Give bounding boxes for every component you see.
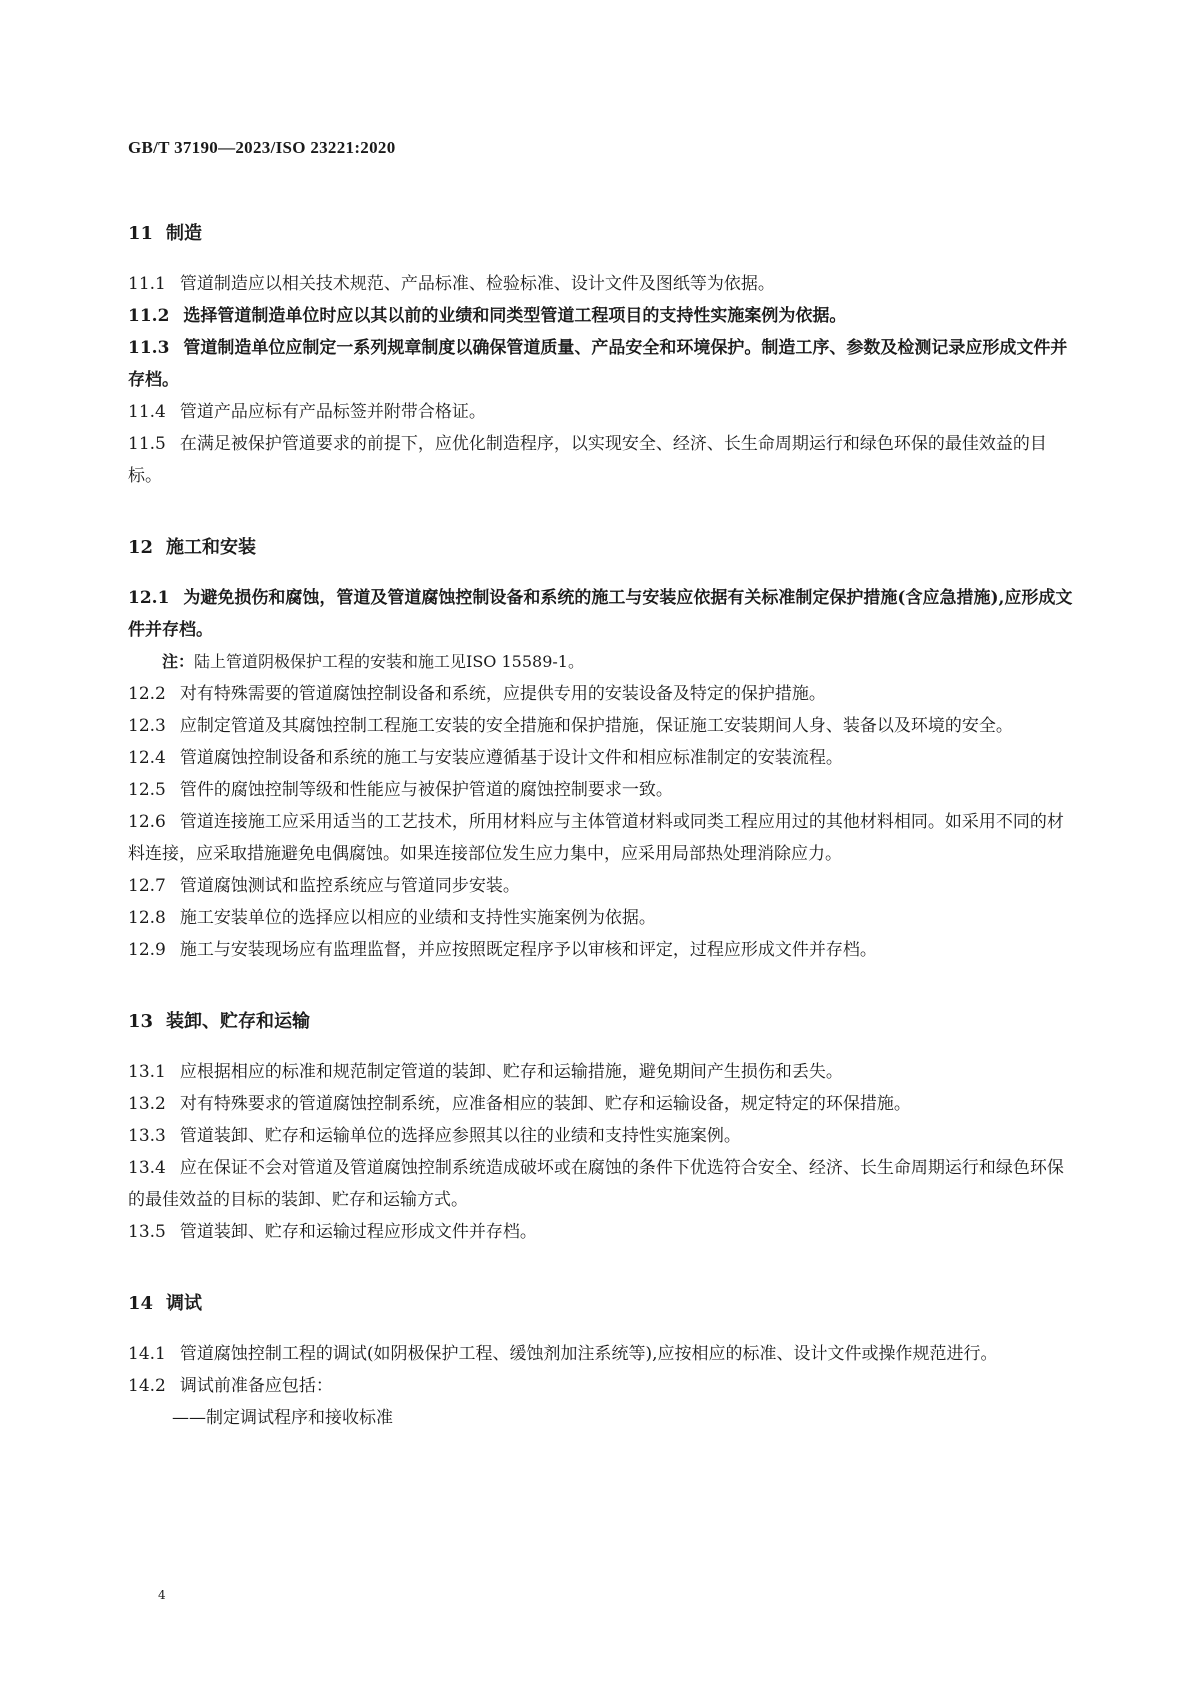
clause-text: 管道腐蚀控制工程的调试(如阴极保护工程、缓蚀剂加注系统等),应按相应的标准、设计文件或操作规范进行。 bbox=[179, 1344, 998, 1364]
clause-number: 14.1 bbox=[128, 1344, 166, 1364]
clause-text: 管道产品应标有产品标签并附带合格证。 bbox=[179, 402, 486, 422]
note-text: 陆上管道阴极保护工程的安装和施工见ISO 15589-1。 bbox=[194, 652, 584, 671]
clause-number: 12.8 bbox=[128, 908, 166, 928]
clause-12-6 bbox=[128, 806, 1073, 870]
clause-text: 管道腐蚀测试和监控系统应与管道同步安装。 bbox=[179, 876, 520, 896]
clause-text: 管道连接施工应采用适当的工艺技术，所用材料应与主体管道材料或同类工程应用过的其他材料相同。如采用不同的材料连接，应采取措施避免电偶腐蚀。如果连接部位发生应力集中，应采用局部热处理消除应力。 bbox=[128, 812, 1064, 864]
clause-number: 12.6 bbox=[128, 812, 166, 832]
note-12-1 bbox=[128, 646, 1073, 678]
document-standard-header: GB/T 37190—2023/ISO 23221:2020 bbox=[128, 138, 396, 157]
section-title: 制造 bbox=[166, 223, 202, 244]
clause-text: 施工安装单位的选择应以相应的业绩和支持性实施案例为依据。 bbox=[179, 908, 656, 928]
clause-text: 管道制造应以相关技术规范、产品标准、检验标准、设计文件及图纸等为依据。 bbox=[179, 274, 775, 294]
section-12 bbox=[128, 536, 1073, 966]
clause-number: 13.5 bbox=[128, 1222, 166, 1242]
clause-text: 为避免损伤和腐蚀，管道及管道腐蚀控制设备和系统的施工与安装应依据有关标准制定保护措施(含应急措施),应形成文件并存档。 bbox=[128, 588, 1073, 640]
clause-11-1 bbox=[128, 268, 1073, 300]
clause-text: 选择管道制造单位时应以其以前的业绩和同类型管道工程项目的支持性实施案例为依据。 bbox=[183, 306, 847, 326]
section-number: 13 bbox=[128, 1011, 154, 1032]
clause-number: 11.2 bbox=[128, 306, 170, 326]
section-number: 14 bbox=[128, 1293, 154, 1314]
clause-12-4 bbox=[128, 742, 1073, 774]
clause-number: 13.1 bbox=[128, 1062, 166, 1082]
clause-number: 12.2 bbox=[128, 684, 166, 704]
clause-number: 13.3 bbox=[128, 1126, 166, 1146]
clause-12-3 bbox=[128, 710, 1073, 742]
clause-text: 施工与安装现场应有监理监督，并应按照既定程序予以审核和评定，过程应形成文件并存档。 bbox=[179, 940, 877, 960]
section-13 bbox=[128, 1010, 1073, 1248]
clause-13-3 bbox=[128, 1120, 1073, 1152]
clause-text: 应制定管道及其腐蚀控制工程施工安装的安全措施和保护措施，保证施工安装期间人身、装备以及环境的安全。 bbox=[179, 716, 1013, 736]
clause-number: 11.1 bbox=[128, 274, 166, 294]
clause-number: 11.4 bbox=[128, 402, 166, 422]
clause-text: 对有特殊需要的管道腐蚀控制设备和系统，应提供专用的安装设备及特定的保护措施。 bbox=[179, 684, 826, 704]
clause-number: 12.3 bbox=[128, 716, 166, 736]
clause-text: 调试前准备应包括： bbox=[179, 1376, 333, 1396]
section-heading bbox=[128, 536, 1073, 560]
list-item: ——制定调试程序和接收标准 bbox=[172, 1408, 393, 1428]
clause-11-4 bbox=[128, 396, 1073, 428]
section-number: 12 bbox=[128, 537, 154, 558]
clause-text: 对有特殊要求的管道腐蚀控制系统，应准备相应的装卸、贮存和运输设备，规定特定的环保措施。 bbox=[179, 1094, 911, 1114]
clause-text: 管道装卸、贮存和运输过程应形成文件并存档。 bbox=[179, 1222, 537, 1242]
section-heading bbox=[128, 1292, 1073, 1316]
clause-number: 14.2 bbox=[128, 1376, 166, 1396]
clause-12-1 bbox=[128, 582, 1073, 646]
document-body bbox=[128, 222, 1073, 1478]
clause-number: 12.5 bbox=[128, 780, 166, 800]
section-title: 装卸、贮存和运输 bbox=[166, 1011, 310, 1032]
section-11 bbox=[128, 222, 1073, 492]
clause-12-8 bbox=[128, 902, 1073, 934]
clause-12-5 bbox=[128, 774, 1073, 806]
clause-number: 11.3 bbox=[128, 338, 170, 358]
clause-14-1 bbox=[128, 1338, 1073, 1370]
clause-12-2 bbox=[128, 678, 1073, 710]
clause-13-5 bbox=[128, 1216, 1073, 1248]
clause-12-9 bbox=[128, 934, 1073, 966]
clause-number: 13.4 bbox=[128, 1158, 166, 1178]
clause-number: 12.1 bbox=[128, 588, 170, 608]
clause-11-2 bbox=[128, 300, 1073, 332]
section-title: 调试 bbox=[166, 1293, 202, 1314]
note-label: 注： bbox=[162, 652, 195, 671]
clause-text: 管道腐蚀控制设备和系统的施工与安装应遵循基于设计文件和相应标准制定的安装流程。 bbox=[179, 748, 843, 768]
section-heading bbox=[128, 1010, 1073, 1034]
clause-number: 12.7 bbox=[128, 876, 166, 896]
clause-number: 12.9 bbox=[128, 940, 166, 960]
clause-11-5 bbox=[128, 428, 1073, 492]
clause-13-1 bbox=[128, 1056, 1073, 1088]
section-14 bbox=[128, 1292, 1073, 1434]
clause-13-4 bbox=[128, 1152, 1073, 1216]
page-number: 4 bbox=[158, 1588, 166, 1602]
section-heading bbox=[128, 222, 1073, 246]
clause-12-7 bbox=[128, 870, 1073, 902]
clause-number: 12.4 bbox=[128, 748, 166, 768]
clause-text: 管件的腐蚀控制等级和性能应与被保护管道的腐蚀控制要求一致。 bbox=[179, 780, 673, 800]
clause-text: 管道装卸、贮存和运输单位的选择应参照其以往的业绩和支持性实施案例。 bbox=[179, 1126, 741, 1146]
clause-text: 管道制造单位应制定一系列规章制度以确保管道质量、产品安全和环境保护。制造工序、参数及检测记录应形成文件并存档。 bbox=[128, 338, 1068, 390]
clause-11-3 bbox=[128, 332, 1073, 396]
clause-number: 11.5 bbox=[128, 434, 166, 454]
clause-number: 13.2 bbox=[128, 1094, 166, 1114]
section-number: 11 bbox=[128, 223, 154, 244]
clause-text: 应在保证不会对管道及管道腐蚀控制系统造成破坏或在腐蚀的条件下优选符合安全、经济、长生命周期运行和绿色环保的最佳效益的目标的装卸、贮存和运输方式。 bbox=[128, 1158, 1064, 1210]
clause-14-2 bbox=[128, 1370, 1073, 1402]
clause-text: 应根据相应的标准和规范制定管道的装卸、贮存和运输措施，避免期间产生损伤和丢失。 bbox=[179, 1062, 843, 1082]
clause-text: 在满足被保护管道要求的前提下，应优化制造程序，以实现安全、经济、长生命周期运行和绿色环保的最佳效益的目标。 bbox=[128, 434, 1047, 486]
section-title: 施工和安装 bbox=[166, 537, 256, 558]
clause-13-2 bbox=[128, 1088, 1073, 1120]
